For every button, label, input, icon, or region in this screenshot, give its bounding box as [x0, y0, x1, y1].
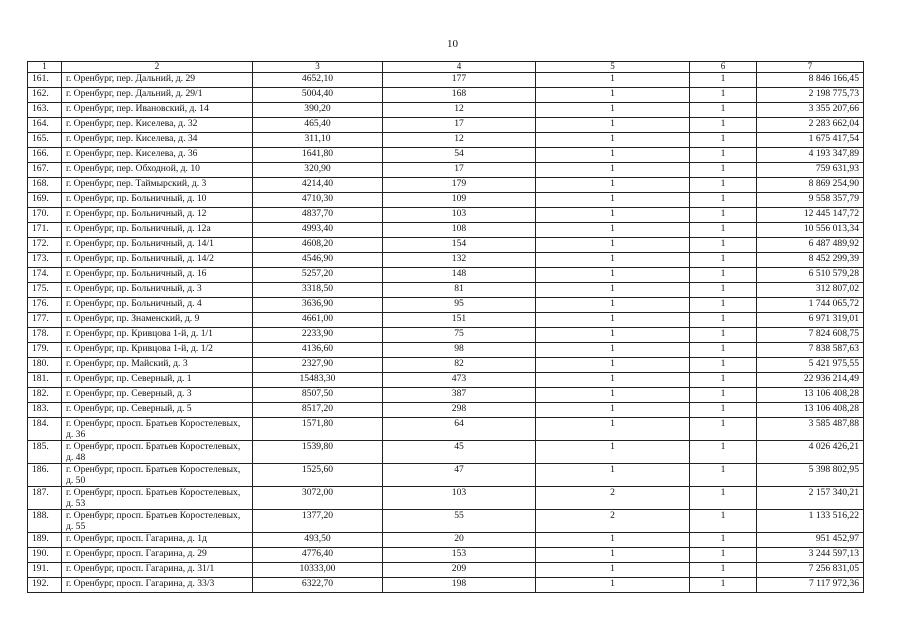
- cost-cell: 7 117 972,36: [757, 578, 864, 593]
- cost-cell: 4 193 347,89: [757, 148, 864, 163]
- area-cell: 4710,30: [253, 193, 383, 208]
- row-number: 186.: [28, 464, 62, 487]
- address-cell: г. Оренбург, пр. Кривцова 1-й, д. 1/1: [62, 328, 253, 343]
- residents-cell: 45: [383, 441, 536, 464]
- cost-cell: 312 807,02: [757, 283, 864, 298]
- column-6-cell: 1: [690, 148, 757, 163]
- column-5-cell: 1: [536, 268, 690, 283]
- table-row: [28, 510, 864, 533]
- area-cell: 1641,80: [253, 148, 383, 163]
- row-number: 183.: [28, 403, 62, 418]
- row-number: 178.: [28, 328, 62, 343]
- column-5-cell: 1: [536, 223, 690, 238]
- area-cell: 465,40: [253, 118, 383, 133]
- address-cell: г. Оренбург, пер. Дальний, д. 29/1: [62, 88, 253, 103]
- cost-cell: 1 675 417,54: [757, 133, 864, 148]
- area-cell: 320,90: [253, 163, 383, 178]
- cost-cell: 6 510 579,28: [757, 268, 864, 283]
- table-row: [28, 388, 864, 403]
- residents-cell: 54: [383, 148, 536, 163]
- residents-cell: 179: [383, 178, 536, 193]
- cost-cell: 1 744 065,72: [757, 298, 864, 313]
- area-cell: 4837,70: [253, 208, 383, 223]
- area-cell: 3072,00: [253, 487, 383, 510]
- address-cell: г. Оренбург, пр. Кривцова 1-й, д. 1/2: [62, 343, 253, 358]
- column-header: 5: [536, 62, 690, 73]
- column-5-cell: 1: [536, 133, 690, 148]
- row-number: 169.: [28, 193, 62, 208]
- column-5-cell: 1: [536, 253, 690, 268]
- column-5-cell: 1: [536, 118, 690, 133]
- address-cell: г. Оренбург, пр. Больничный, д. 14/1: [62, 238, 253, 253]
- column-header: 7: [757, 62, 864, 73]
- cost-cell: 7 824 608,75: [757, 328, 864, 343]
- residents-cell: 177: [383, 73, 536, 88]
- row-number: 168.: [28, 178, 62, 193]
- column-6-cell: 1: [690, 533, 757, 548]
- cost-cell: 3 355 207,66: [757, 103, 864, 118]
- column-number-row: [28, 62, 864, 73]
- address-cell: г. Оренбург, пр. Северный, д. 5: [62, 403, 253, 418]
- column-6-cell: 1: [690, 223, 757, 238]
- residents-cell: 109: [383, 193, 536, 208]
- area-cell: 4136,60: [253, 343, 383, 358]
- area-cell: 4993,40: [253, 223, 383, 238]
- column-6-cell: 1: [690, 418, 757, 441]
- column-6-cell: 1: [690, 464, 757, 487]
- residents-cell: 82: [383, 358, 536, 373]
- address-cell: г. Оренбург, пр. Больничный, д. 10: [62, 193, 253, 208]
- address-cell: г. Оренбург, пр. Больничный, д. 12а: [62, 223, 253, 238]
- table-row: [28, 298, 864, 313]
- residents-cell: 55: [383, 510, 536, 533]
- address-cell: г. Оренбург, пер. Киселева, д. 32: [62, 118, 253, 133]
- residents-cell: 103: [383, 208, 536, 223]
- column-6-cell: 1: [690, 373, 757, 388]
- row-number: 174.: [28, 268, 62, 283]
- area-cell: 1377,20: [253, 510, 383, 533]
- residents-cell: 153: [383, 548, 536, 563]
- area-cell: 4608,20: [253, 238, 383, 253]
- row-number: 187.: [28, 487, 62, 510]
- address-cell: г. Оренбург, пр. Северный, д. 1: [62, 373, 253, 388]
- row-number: 161.: [28, 73, 62, 88]
- address-cell: г. Оренбург, пер. Киселева, д. 36: [62, 148, 253, 163]
- residents-cell: 12: [383, 103, 536, 118]
- cost-cell: 8 452 299,39: [757, 253, 864, 268]
- area-cell: 8517,20: [253, 403, 383, 418]
- cost-cell: 8 846 166,45: [757, 73, 864, 88]
- row-number: 189.: [28, 533, 62, 548]
- table-row: [28, 358, 864, 373]
- column-6-cell: 1: [690, 328, 757, 343]
- address-cell: г. Оренбург, пер. Таймырский, д. 3: [62, 178, 253, 193]
- address-cell: г. Оренбург, просп. Братьев Коростелевых, д. 48: [62, 441, 253, 464]
- column-6-cell: 1: [690, 193, 757, 208]
- table-row: [28, 208, 864, 223]
- table-row: [28, 163, 864, 178]
- cost-cell: 9 558 357,79: [757, 193, 864, 208]
- address-cell: г. Оренбург, просп. Гагарина, д. 29: [62, 548, 253, 563]
- cost-cell: 13 106 408,28: [757, 403, 864, 418]
- column-6-cell: 1: [690, 563, 757, 578]
- table-row: [28, 487, 864, 510]
- cost-cell: 10 556 013,34: [757, 223, 864, 238]
- row-number: 172.: [28, 238, 62, 253]
- column-5-cell: 1: [536, 283, 690, 298]
- residents-cell: 12: [383, 133, 536, 148]
- residents-cell: 17: [383, 163, 536, 178]
- column-5-cell: 1: [536, 313, 690, 328]
- residents-cell: 108: [383, 223, 536, 238]
- column-5-cell: 1: [536, 403, 690, 418]
- area-cell: 4214,40: [253, 178, 383, 193]
- residents-cell: 387: [383, 388, 536, 403]
- column-6-cell: 1: [690, 178, 757, 193]
- column-5-cell: 1: [536, 193, 690, 208]
- area-cell: 4546,90: [253, 253, 383, 268]
- table-row: [28, 178, 864, 193]
- address-cell: г. Оренбург, просп. Гагарина, д. 1д: [62, 533, 253, 548]
- row-number: 176.: [28, 298, 62, 313]
- column-6-cell: 1: [690, 298, 757, 313]
- cost-cell: 13 106 408,28: [757, 388, 864, 403]
- row-number: 185.: [28, 441, 62, 464]
- row-number: 182.: [28, 388, 62, 403]
- table-row: [28, 223, 864, 238]
- residents-cell: 75: [383, 328, 536, 343]
- table-row: [28, 133, 864, 148]
- address-cell: г. Оренбург, просп. Братьев Коростелевых, д. 53: [62, 487, 253, 510]
- residents-cell: 47: [383, 464, 536, 487]
- cost-cell: 7 256 831,05: [757, 563, 864, 578]
- row-number: 192.: [28, 578, 62, 593]
- area-cell: 10333,00: [253, 563, 383, 578]
- table-row: [28, 578, 864, 593]
- area-cell: 1539,80: [253, 441, 383, 464]
- row-number: 173.: [28, 253, 62, 268]
- row-number: 165.: [28, 133, 62, 148]
- column-5-cell: 1: [536, 343, 690, 358]
- table-row: [28, 268, 864, 283]
- cost-cell: 6 487 489,92: [757, 238, 864, 253]
- cost-cell: 2 198 775,73: [757, 88, 864, 103]
- table-row: [28, 464, 864, 487]
- column-6-cell: 1: [690, 388, 757, 403]
- column-header: 6: [690, 62, 757, 73]
- cost-cell: 2 157 340,21: [757, 487, 864, 510]
- column-6-cell: 1: [690, 253, 757, 268]
- area-cell: 8507,50: [253, 388, 383, 403]
- row-number: 188.: [28, 510, 62, 533]
- column-5-cell: 1: [536, 103, 690, 118]
- table-row: [28, 118, 864, 133]
- address-cell: г. Оренбург, пер. Обходной, д. 10: [62, 163, 253, 178]
- row-number: 179.: [28, 343, 62, 358]
- column-5-cell: 1: [536, 178, 690, 193]
- column-5-cell: 1: [536, 298, 690, 313]
- address-cell: г. Оренбург, просп. Гагарина, д. 33/3: [62, 578, 253, 593]
- address-cell: г. Оренбург, пер. Ивановский, д. 14: [62, 103, 253, 118]
- column-5-cell: 1: [536, 464, 690, 487]
- residents-cell: 95: [383, 298, 536, 313]
- column-6-cell: 1: [690, 441, 757, 464]
- address-cell: г. Оренбург, пр. Больничный, д. 12: [62, 208, 253, 223]
- residents-cell: 20: [383, 533, 536, 548]
- column-5-cell: 1: [536, 328, 690, 343]
- table-row: [28, 193, 864, 208]
- residents-cell: 168: [383, 88, 536, 103]
- residents-cell: 64: [383, 418, 536, 441]
- address-cell: г. Оренбург, пр. Больничный, д. 3: [62, 283, 253, 298]
- address-cell: г. Оренбург, пр. Больничный, д. 4: [62, 298, 253, 313]
- column-6-cell: 1: [690, 403, 757, 418]
- column-6-cell: 1: [690, 283, 757, 298]
- area-cell: 390,20: [253, 103, 383, 118]
- row-number: 170.: [28, 208, 62, 223]
- address-cell: г. Оренбург, просп. Братьев Коростелевых, д. 55: [62, 510, 253, 533]
- cost-cell: 3 585 487,88: [757, 418, 864, 441]
- column-5-cell: 1: [536, 388, 690, 403]
- column-header: 4: [383, 62, 536, 73]
- row-number: 177.: [28, 313, 62, 328]
- column-5-cell: 1: [536, 578, 690, 593]
- area-cell: 4776,40: [253, 548, 383, 563]
- column-6-cell: 1: [690, 578, 757, 593]
- column-6-cell: 1: [690, 208, 757, 223]
- address-cell: г. Оренбург, просп. Братьев Коростелевых, д. 36: [62, 418, 253, 441]
- row-number: 181.: [28, 373, 62, 388]
- table-row: [28, 73, 864, 88]
- table-body: [28, 73, 864, 593]
- cost-cell: 951 452,97: [757, 533, 864, 548]
- column-6-cell: 1: [690, 118, 757, 133]
- residents-cell: 154: [383, 238, 536, 253]
- row-number: 190.: [28, 548, 62, 563]
- table-row: [28, 373, 864, 388]
- table-row: [28, 533, 864, 548]
- area-cell: 4661,00: [253, 313, 383, 328]
- cost-cell: 2 283 662,04: [757, 118, 864, 133]
- table-row: [28, 548, 864, 563]
- column-5-cell: 1: [536, 73, 690, 88]
- column-5-cell: 2: [536, 510, 690, 533]
- column-6-cell: 1: [690, 510, 757, 533]
- address-cell: г. Оренбург, пр. Северный, д. 3: [62, 388, 253, 403]
- table-row: [28, 403, 864, 418]
- area-cell: 5004,40: [253, 88, 383, 103]
- column-5-cell: 1: [536, 238, 690, 253]
- area-cell: 2327,90: [253, 358, 383, 373]
- table-row: [28, 328, 864, 343]
- cost-cell: 5 421 975,55: [757, 358, 864, 373]
- table-row: [28, 103, 864, 118]
- column-6-cell: 1: [690, 343, 757, 358]
- area-cell: 1571,80: [253, 418, 383, 441]
- row-number: 166.: [28, 148, 62, 163]
- column-5-cell: 1: [536, 441, 690, 464]
- address-cell: г. Оренбург, пер. Дальний, д. 29: [62, 73, 253, 88]
- table-row: [28, 148, 864, 163]
- area-cell: 3318,50: [253, 283, 383, 298]
- address-cell: г. Оренбург, пер. Киселева, д. 34: [62, 133, 253, 148]
- column-5-cell: 1: [536, 563, 690, 578]
- row-number: 191.: [28, 563, 62, 578]
- address-cell: г. Оренбург, пр. Майский, д. 3: [62, 358, 253, 373]
- residents-cell: 81: [383, 283, 536, 298]
- column-5-cell: 1: [536, 148, 690, 163]
- table-row: [28, 253, 864, 268]
- row-number: 180.: [28, 358, 62, 373]
- cost-cell: 759 631,93: [757, 163, 864, 178]
- column-5-cell: 1: [536, 533, 690, 548]
- cost-cell: 12 445 147,72: [757, 208, 864, 223]
- cost-cell: 7 838 587,63: [757, 343, 864, 358]
- cost-cell: 3 244 597,13: [757, 548, 864, 563]
- residents-cell: 98: [383, 343, 536, 358]
- address-cell: г. Оренбург, просп. Братьев Коростелевых, д. 50: [62, 464, 253, 487]
- residents-cell: 198: [383, 578, 536, 593]
- residents-cell: 148: [383, 268, 536, 283]
- row-number: 171.: [28, 223, 62, 238]
- column-header: 3: [253, 62, 383, 73]
- cost-cell: 22 936 214,49: [757, 373, 864, 388]
- table-row: [28, 441, 864, 464]
- area-cell: 4652,10: [253, 73, 383, 88]
- table-row: [28, 313, 864, 328]
- area-cell: 15483,30: [253, 373, 383, 388]
- row-number: 184.: [28, 418, 62, 441]
- residents-cell: 103: [383, 487, 536, 510]
- residents-cell: 473: [383, 373, 536, 388]
- residents-cell: 17: [383, 118, 536, 133]
- table-row: [28, 283, 864, 298]
- row-number: 167.: [28, 163, 62, 178]
- area-cell: 1525,60: [253, 464, 383, 487]
- column-6-cell: 1: [690, 548, 757, 563]
- column-5-cell: 1: [536, 88, 690, 103]
- area-cell: 6322,70: [253, 578, 383, 593]
- residents-cell: 298: [383, 403, 536, 418]
- cost-cell: 4 026 426,21: [757, 441, 864, 464]
- area-cell: 493,50: [253, 533, 383, 548]
- table-row: [28, 418, 864, 441]
- table-row: [28, 238, 864, 253]
- area-cell: 2233,90: [253, 328, 383, 343]
- address-cell: г. Оренбург, пр. Больничный, д. 14/2: [62, 253, 253, 268]
- column-5-cell: 2: [536, 487, 690, 510]
- area-cell: 3636,90: [253, 298, 383, 313]
- column-6-cell: 1: [690, 88, 757, 103]
- area-cell: 311,10: [253, 133, 383, 148]
- column-5-cell: 1: [536, 358, 690, 373]
- table-row: [28, 88, 864, 103]
- table-row: [28, 563, 864, 578]
- column-6-cell: 1: [690, 163, 757, 178]
- cost-cell: 1 133 516,22: [757, 510, 864, 533]
- column-6-cell: 1: [690, 238, 757, 253]
- column-6-cell: 1: [690, 133, 757, 148]
- row-number: 164.: [28, 118, 62, 133]
- row-number: 175.: [28, 283, 62, 298]
- column-header: 2: [62, 62, 253, 73]
- column-5-cell: 1: [536, 548, 690, 563]
- address-cell: г. Оренбург, пр. Больничный, д. 16: [62, 268, 253, 283]
- column-6-cell: 1: [690, 268, 757, 283]
- row-number: 162.: [28, 88, 62, 103]
- column-6-cell: 1: [690, 103, 757, 118]
- table-row: [28, 343, 864, 358]
- cost-cell: 5 398 802,95: [757, 464, 864, 487]
- column-5-cell: 1: [536, 208, 690, 223]
- residents-cell: 209: [383, 563, 536, 578]
- area-cell: 5257,20: [253, 268, 383, 283]
- address-cell: г. Оренбург, просп. Гагарина, д. 31/1: [62, 563, 253, 578]
- page-number: 10: [447, 38, 458, 50]
- column-6-cell: 1: [690, 73, 757, 88]
- housing-register-table: [27, 61, 864, 593]
- column-6-cell: 1: [690, 313, 757, 328]
- residents-cell: 132: [383, 253, 536, 268]
- column-5-cell: 1: [536, 373, 690, 388]
- residents-cell: 151: [383, 313, 536, 328]
- column-5-cell: 1: [536, 418, 690, 441]
- row-number: 163.: [28, 103, 62, 118]
- column-5-cell: 1: [536, 163, 690, 178]
- cost-cell: 6 971 319,01: [757, 313, 864, 328]
- column-6-cell: 1: [690, 487, 757, 510]
- address-cell: г. Оренбург, пр. Знаменский, д. 9: [62, 313, 253, 328]
- column-header: 1: [28, 62, 62, 73]
- cost-cell: 8 869 254,90: [757, 178, 864, 193]
- column-6-cell: 1: [690, 358, 757, 373]
